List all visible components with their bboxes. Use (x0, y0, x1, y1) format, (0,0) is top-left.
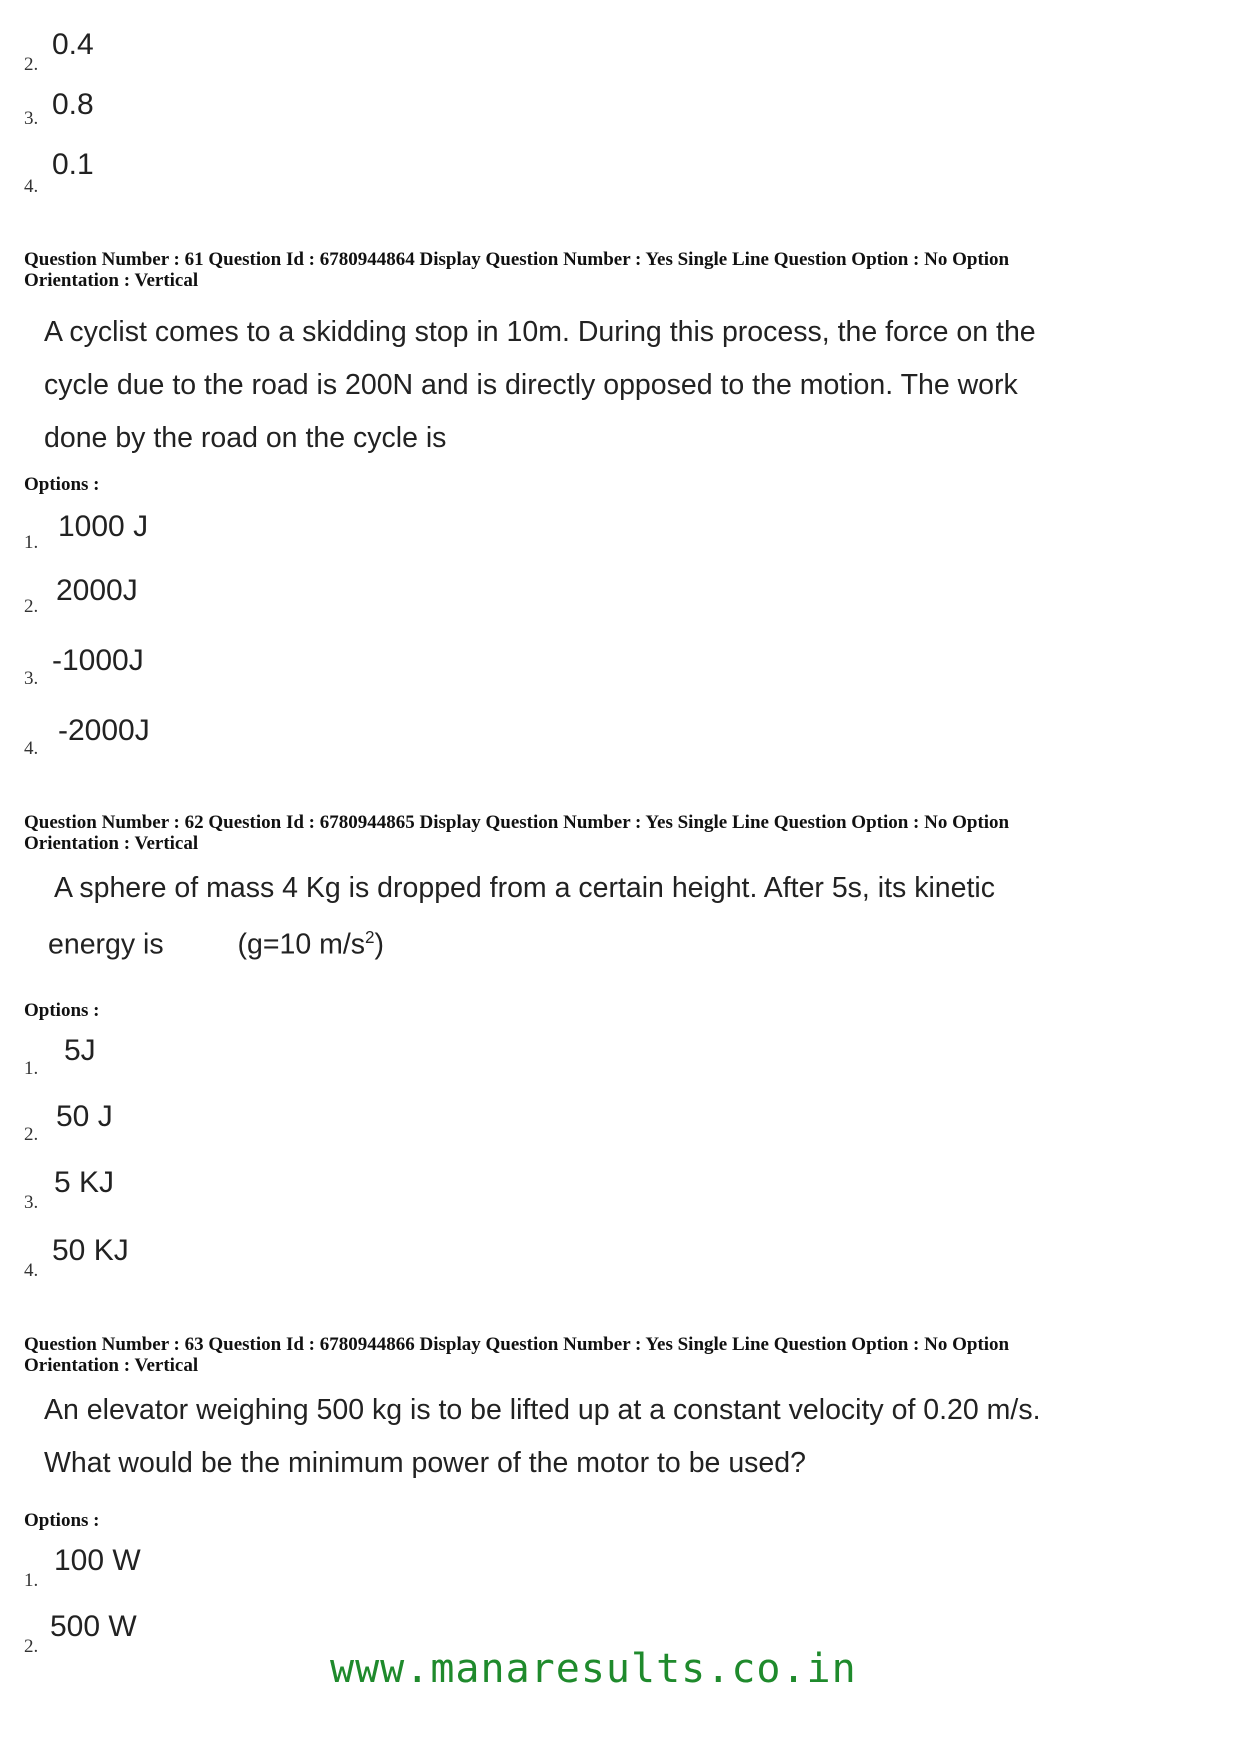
option-number: 3. (24, 1192, 39, 1213)
question-61-meta (24, 249, 1214, 291)
option-text: 500 W (50, 1610, 137, 1643)
option-text: -1000J (52, 644, 144, 677)
options-label: Options : (24, 1000, 100, 1021)
question-62-line-2 (48, 918, 1228, 965)
options-label: Options : (24, 1510, 100, 1531)
option-number: 3. (24, 108, 39, 129)
question-fragment: (g=10 m/s (237, 928, 366, 961)
option-number: 2. (24, 596, 39, 617)
option-number: 3. (24, 668, 39, 689)
question-62-line-1: A sphere of mass 4 Kg is dropped from a certain height. After 5s, its kinetic (54, 872, 995, 904)
option-text: 0.8 (52, 88, 94, 121)
option-text: 2000J (56, 574, 138, 607)
option-number: 1. (24, 1058, 39, 1079)
question-63-text (44, 1384, 1224, 1490)
option-text: 5 KJ (54, 1166, 115, 1199)
question-line: done by the road on the cycle is (44, 422, 447, 454)
option-text: 5J (64, 1034, 96, 1067)
options-label: Options : (24, 474, 100, 495)
question-line: cycle due to the road is 200N and is directly opposed to the motion. The work (44, 369, 1018, 401)
option-text: 1000 J (58, 510, 149, 543)
question-line: What would be the minimum power of the motor to be used? (44, 1447, 806, 1479)
option-number: 1. (24, 532, 39, 553)
option-text: 0.4 (52, 28, 94, 61)
option-text: 0.1 (52, 148, 94, 181)
option-number: 2. (24, 54, 39, 75)
option-text: 100 W (54, 1544, 141, 1577)
question-63-meta (24, 1334, 1214, 1376)
question-fragment: ) (374, 928, 385, 961)
meta-line: Orientation : Vertical (24, 833, 199, 854)
meta-line: Orientation : Vertical (24, 1355, 199, 1376)
meta-line: Question Number : 61 Question Id : 6780944864 Display Question Number : Yes Single Line Question Option : No Option (24, 249, 1010, 270)
superscript: 2 (365, 928, 375, 947)
option-number: 1. (24, 1570, 39, 1591)
option-text: 50 J (56, 1100, 113, 1133)
question-61-text (44, 306, 1224, 465)
question-fragment: energy is (48, 928, 164, 961)
option-number: 2. (24, 1124, 39, 1145)
question-62-meta (24, 812, 1214, 854)
option-text: 50 KJ (52, 1234, 129, 1267)
meta-line: Question Number : 62 Question Id : 6780944865 Display Question Number : Yes Single Line Question Option : No Option (24, 812, 1010, 833)
option-number: 4. (24, 738, 39, 759)
option-text: -2000J (58, 714, 150, 747)
option-number: 2. (24, 1636, 39, 1657)
option-number: 4. (24, 1260, 39, 1281)
question-line: An elevator weighing 500 kg is to be lifted up at a constant velocity of 0.20 m/s. (44, 1394, 1041, 1426)
option-number: 4. (24, 176, 39, 197)
question-line: A cyclist comes to a skidding stop in 10m. During this process, the force on the (44, 316, 1036, 348)
meta-line: Orientation : Vertical (24, 270, 199, 291)
watermark-url: www.manaresults.co.in (330, 1646, 857, 1692)
meta-line: Question Number : 63 Question Id : 6780944866 Display Question Number : Yes Single Line Question Option : No Option (24, 1334, 1010, 1355)
